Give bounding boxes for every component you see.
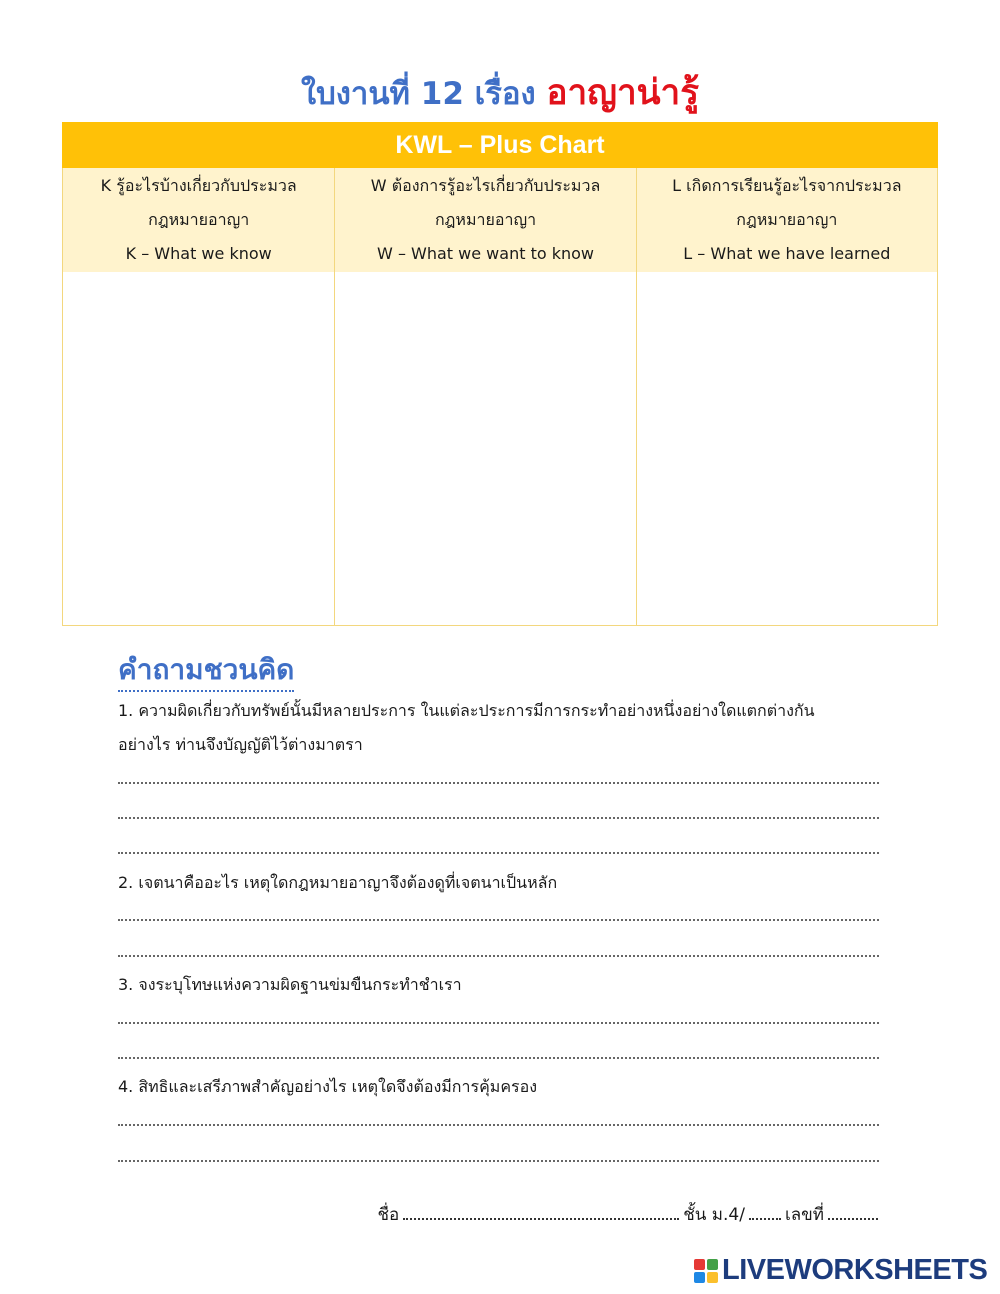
name-field[interactable]: [403, 1200, 679, 1220]
kwl-column-header: [637, 168, 937, 272]
student-info: [377, 1200, 882, 1230]
class-label: ชั้น ม.4/: [683, 1205, 745, 1225]
kwl-header-line: กฎหมายอาญา: [736, 210, 838, 229]
answer-line[interactable]: [118, 1022, 879, 1024]
kwl-chart: [62, 122, 938, 626]
question-2-text: 2. เจตนาคืออะไร เหตุใดกฎหมายอาญาจึงต้องดูที่เจตนาเป็นหลัก: [118, 873, 558, 892]
kwl-column-header: [335, 168, 635, 272]
logo-square: [707, 1259, 718, 1270]
liveworksheets-logo: [694, 1254, 987, 1287]
number-field[interactable]: [828, 1200, 878, 1220]
question-1-text: 1. ความผิดเกี่ยวกับทรัพย์นั้นมีหลายประการ ในแต่ละประการมีการกระทำอย่างหนึ่งอย่างใดแตกต่างกัน: [118, 701, 815, 720]
logo-square: [694, 1259, 705, 1270]
kwl-header-line: K รู้อะไรบ้างเกี่ยวกับประมวล: [100, 176, 297, 195]
logo-text: LIVEWORKSHEETS: [722, 1254, 988, 1286]
kwl-answer-area-k[interactable]: [63, 272, 334, 626]
answer-line[interactable]: [118, 1160, 879, 1162]
kwl-header-line: W – What we want to know: [377, 244, 594, 263]
question-3-text: 3. จงระบุโทษแห่งความผิดฐานข่มขืนกระทำชำเรา: [118, 975, 462, 994]
logo-square: [694, 1272, 705, 1283]
logo-mark-icon: [694, 1259, 718, 1283]
class-field[interactable]: [749, 1200, 781, 1220]
kwl-header-line: K – What we know: [125, 244, 272, 263]
worksheet-title: [0, 68, 1000, 119]
name-label: ชื่อ: [377, 1205, 400, 1225]
kwl-column-w: [334, 168, 635, 626]
title-part-1: ใบงานที่ 12 เรื่อง: [300, 76, 536, 112]
logo-square: [707, 1272, 718, 1283]
answer-line[interactable]: [118, 1124, 879, 1126]
kwl-column-l: [636, 168, 938, 626]
kwl-header-line: กฎหมายอาญา: [148, 210, 250, 229]
question-1-text-cont: อย่างไร ท่านจึงบัญญัติไว้ต่างมาตรา: [118, 735, 363, 754]
kwl-column-header: [63, 168, 334, 272]
question-4-text: 4. สิทธิและเสรีภาพสำคัญอย่างไร เหตุใดจึงต้องมีการคุ้มครอง: [118, 1077, 538, 1096]
kwl-column-k: [62, 168, 334, 626]
kwl-header-line: L เกิดการเรียนรู้อะไรจากประมวล: [672, 176, 902, 195]
answer-line[interactable]: [118, 852, 879, 854]
kwl-heading: KWL – Plus Chart: [62, 122, 938, 168]
questions-heading: คำถามชวนคิด: [118, 650, 294, 692]
title-part-2: อาญาน่ารู้: [546, 73, 700, 113]
kwl-header-line: กฎหมายอาญา: [434, 210, 537, 229]
kwl-answer-area-w[interactable]: [335, 272, 635, 626]
answer-line[interactable]: [118, 955, 879, 957]
kwl-answer-area-l[interactable]: [637, 272, 937, 626]
answer-line[interactable]: [118, 1057, 879, 1059]
answer-line[interactable]: [118, 782, 879, 784]
answer-line[interactable]: [118, 817, 879, 819]
kwl-header-line: L – What we have learned: [683, 244, 891, 263]
number-label: เลขที่: [784, 1205, 824, 1225]
answer-line[interactable]: [118, 919, 879, 921]
kwl-header-line: W ต้องการรู้อะไรเกี่ยวกับประมวล: [370, 176, 601, 195]
